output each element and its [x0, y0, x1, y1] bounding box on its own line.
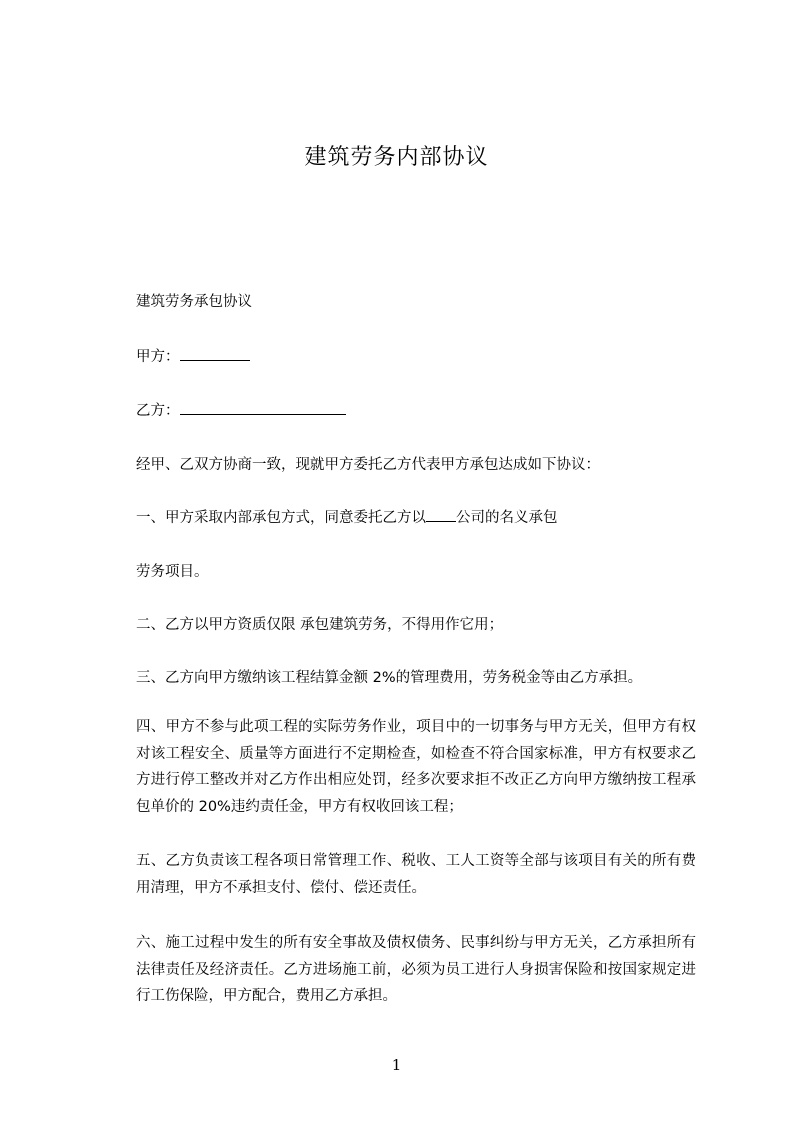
clause-2: 二、乙方以甲方资质仅限 承包建筑劳务，不得用作它用；: [136, 617, 504, 633]
clause-3: 三、乙方向甲方缴纳该工程结算金额 2%的管理费用，劳务税金等由乙方承担。: [136, 670, 643, 686]
party-a-line: [136, 345, 250, 366]
clause-6: 六、施工过程中发生的所有安全事故及债权债务、民事纠纷与甲方无关，乙方承担所有法律责任及经济责任。乙方进场施工前，必须为员工进行人身损害保险和按国家规定进行工伤保险，甲方配合，费用乙方承担。: [136, 935, 696, 1004]
clause-1-part-1: 一、甲方采取内部承包方式，同意委托乙方以: [136, 510, 426, 526]
party-b-line: [136, 399, 346, 420]
intro-text: 经甲、乙双方协商一致，现就甲方委托乙方代表甲方承包达成如下协议：: [136, 457, 600, 473]
party-a-blank: [180, 346, 250, 361]
company-blank: [426, 507, 456, 522]
document-title: 建筑劳务内部协议: [304, 145, 489, 170]
page-number: 1: [391, 1056, 402, 1074]
subtitle: 建筑劳务承包协议: [136, 294, 252, 310]
clause-1: [136, 506, 558, 527]
clause-4: 四、甲方不参与此项工程的实际劳务作业，项目中的一切事务与甲方无关，但甲方有权对该工程安全、质量等方面进行不定期检查，如检查不符合国家标准，甲方有权要求乙方进行停工整改并对乙方作出相应处罚，经多次要求拒不改正乙方向甲方缴纳按工程承包单价的 20%违约责任金，甲方有权收回该工程；: [136, 719, 696, 815]
clause-5: 五、乙方负责该工程各项日常管理工作、税收、工人工资等全部与该项目有关的所有费用清理，甲方不承担支付、偿付、偿还责任。: [136, 853, 696, 896]
party-a-label: 甲方：: [136, 349, 180, 365]
party-b-blank: [180, 400, 346, 415]
clause-1-continued: 劳务项目。: [136, 564, 209, 580]
clause-1-part-2: 公司的名义承包: [456, 510, 558, 526]
party-b-label: 乙方：: [136, 403, 180, 419]
